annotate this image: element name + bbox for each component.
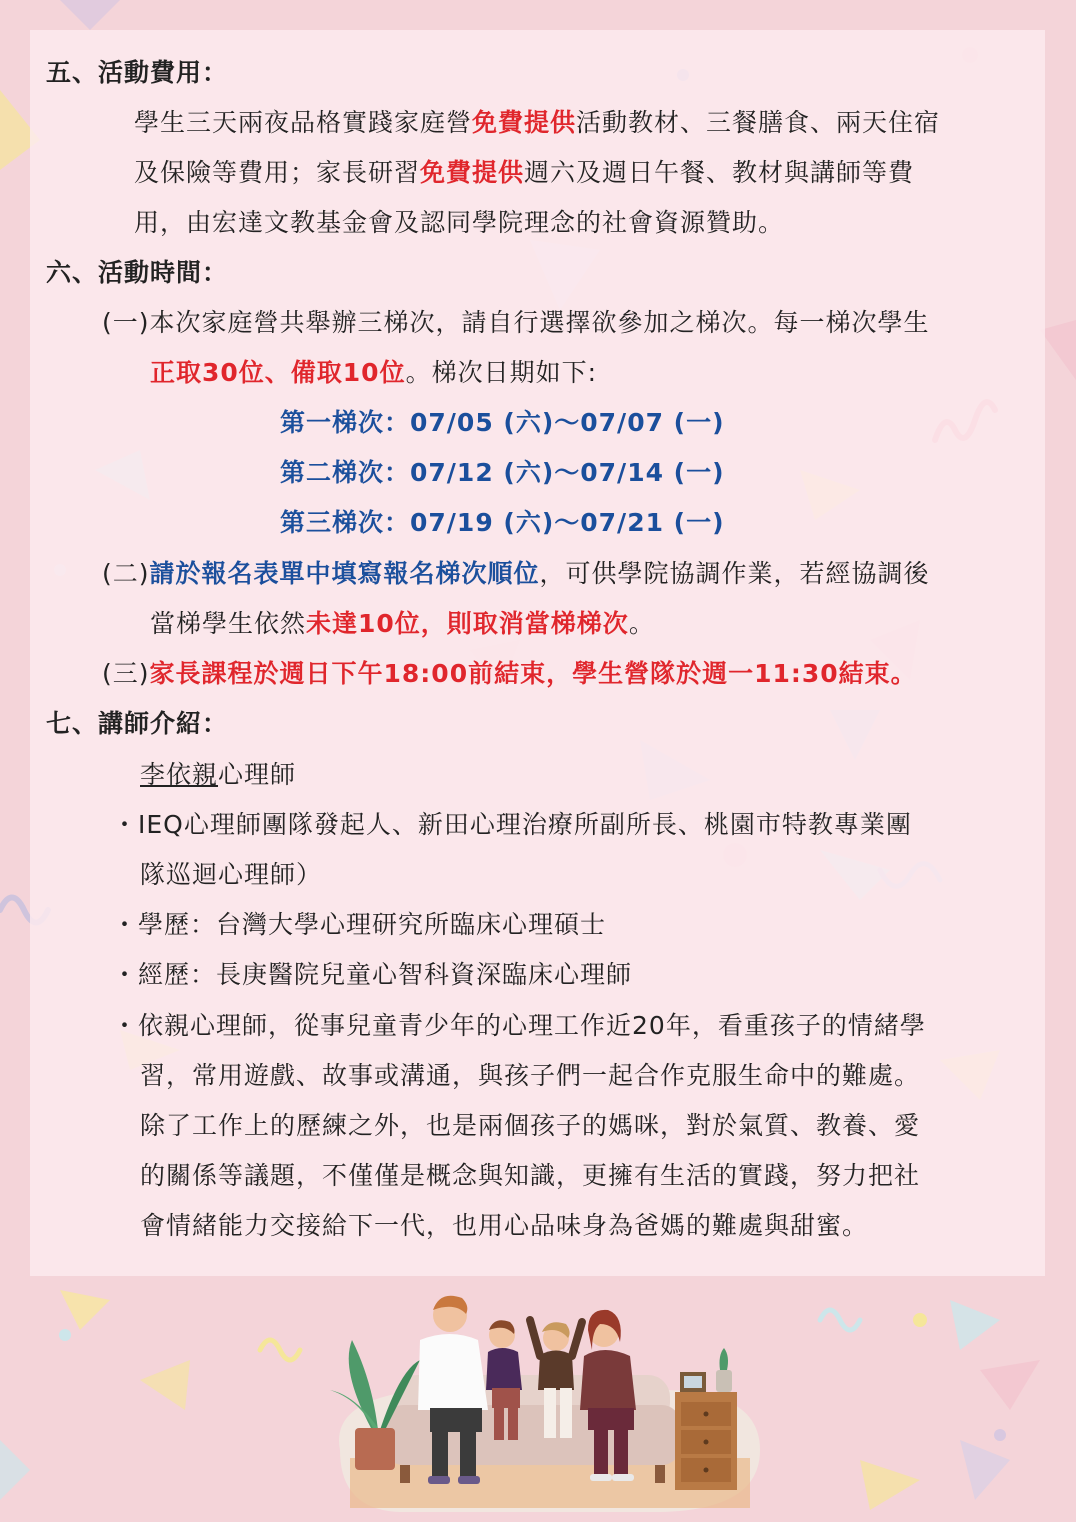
session-1-dates: 第一梯次：07/05 (六)～07/07 (一) — [280, 408, 725, 437]
text: 活動教材、三餐膳食、兩天住宿 — [576, 108, 941, 137]
form-instruction: 請於報名表單中填寫報名梯次順位 — [149, 559, 540, 588]
text: 。 — [628, 609, 655, 638]
text: (三) — [102, 659, 150, 688]
quota-highlight: 正取30位、備取10位 — [150, 358, 406, 387]
text: (二) — [102, 559, 150, 588]
family-illustration — [0, 1280, 1076, 1522]
bio-description-line: 除了工作上的歷練之外，也是兩個孩子的媽咪，對於氣質、教養、愛 — [140, 1111, 921, 1140]
bio-description-line: 的關係等議題，不僅僅是概念與知識，更擁有生活的實踐，努力把社 — [140, 1161, 921, 1190]
section-6-item-2 — [102, 557, 930, 591]
bio-bullet-experience: ・經歷：長庚醫院兒童心智科資深臨床心理師 — [112, 960, 633, 989]
bio-description-line: 習，常用遊戲、故事或溝通，與孩子們一起合作克服生命中的難處。 — [140, 1061, 921, 1090]
section-6-item-1-cont — [150, 356, 597, 390]
text: 週六及週日午餐、教材與講師等費 — [524, 158, 915, 187]
section-6-heading: 六、活動時間： — [46, 258, 229, 287]
text: 當梯學生依然 — [150, 609, 307, 638]
section-5-line-3: 用，由宏達文教基金會及認同學院理念的社會資源贊助。 — [134, 208, 785, 237]
bio-bullet-1-cont: 隊巡迴心理師） — [140, 860, 323, 889]
session-2-dates: 第二梯次：07/12 (六)～07/14 (一) — [280, 458, 725, 487]
cancel-rule: 未達10位，則取消當梯梯次 — [306, 609, 629, 638]
section-6-item-1: (一)本次家庭營共舉辦三梯次，請自行選擇欲參加之梯次。每一梯次學生 — [102, 308, 930, 337]
highlight-free: 免費提供 — [472, 108, 577, 137]
text: ，可供學院協調作業，若經協調後 — [539, 559, 930, 588]
speaker-name: 李依親 — [140, 760, 219, 789]
section-6-item-2-cont — [150, 607, 655, 641]
text: 及保險等費用；家長研習 — [134, 158, 421, 187]
bio-description-line: 會情緒能力交接給下一代，也用心品味身為爸媽的難處與甜蜜。 — [140, 1211, 869, 1240]
section-5-line-1 — [134, 106, 940, 140]
section-6-item-3 — [102, 657, 917, 691]
section-7-heading: 七、講師介紹： — [46, 709, 229, 738]
section-5-line-2 — [134, 156, 914, 190]
bio-bullet-education: ・學歷：台灣大學心理研究所臨床心理碩士 — [112, 910, 607, 939]
session-3-dates: 第三梯次：07/19 (六)～07/21 (一) — [280, 508, 725, 537]
section-5-heading: 五、活動費用： — [46, 58, 229, 87]
highlight-free: 免費提供 — [420, 158, 525, 187]
bio-bullet-description: ・依親心理師，從事兒童青少年的心理工作近20年，看重孩子的情緒學 — [112, 1011, 926, 1040]
text: 學生三天兩夜品格實踐家庭營 — [134, 108, 473, 137]
bio-bullet-1: ・IEQ心理師團隊發起人、新田心理治療所副所長、桃園市特教專業團 — [112, 810, 912, 839]
speaker-name-line — [140, 758, 296, 792]
end-time-note: 家長課程於週日下午18:00前結束，學生營隊於週一11:30結束。 — [149, 659, 917, 688]
speaker-title: 心理師 — [218, 760, 297, 789]
text: 。梯次日期如下: — [405, 358, 598, 387]
